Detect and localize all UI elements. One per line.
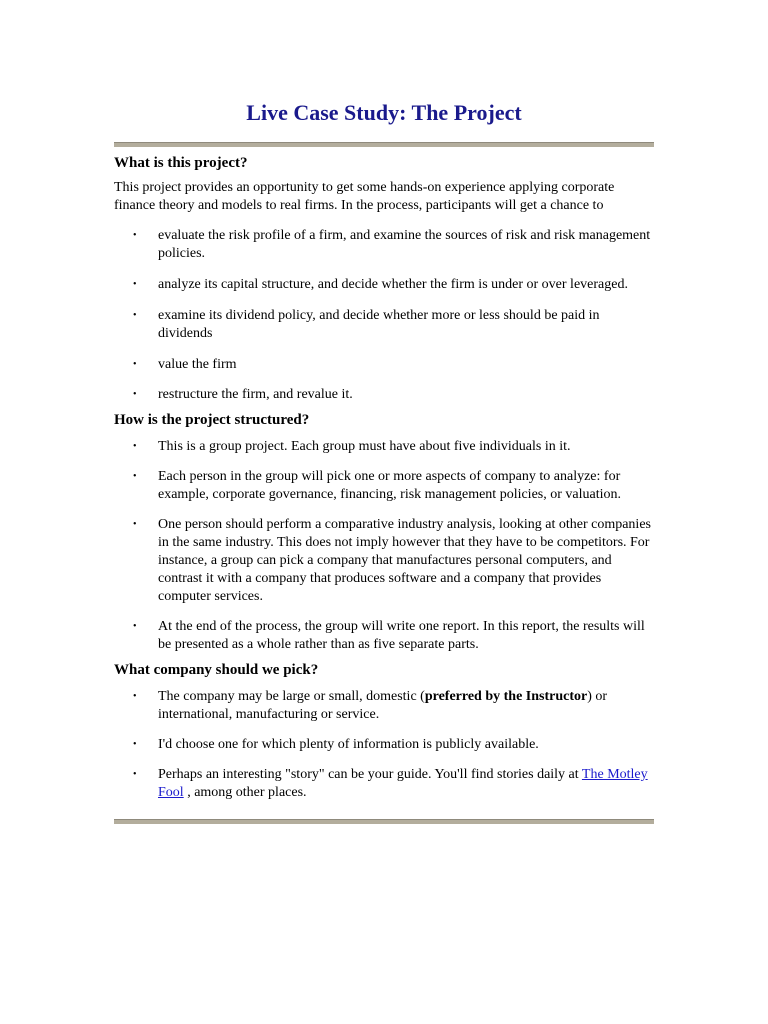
list-item: • Each person in the group will pick one or more aspects of company to analyze: for example, corporate governance, financing, risk management policies, or valuation. (133, 469, 621, 502)
section-heading-what: What is this project? (114, 155, 248, 171)
bullet-icon: • (133, 310, 137, 321)
list-item: • analyze its capital structure, and decide whether the firm is under or over leveraged. (133, 277, 628, 292)
list-item: • value the firm (133, 357, 237, 372)
document-content (114, 96, 654, 824)
bullet-icon: • (133, 471, 137, 482)
top-divider (114, 142, 654, 147)
list-item: • evaluate the risk profile of a firm, and examine the sources of risk and risk management policies. (133, 228, 651, 261)
list-item: • One person should perform a comparative industry analysis, looking at other companies in the same industry. This does not imply however that they have to be competitors. For instance, a group can pick a company that manufactures personal computers, and contrast it with a company that produces software and a company that provides computer services. (133, 517, 651, 604)
bullet-icon: • (133, 739, 137, 750)
motley-fool-link[interactable]: The Motley Fool (158, 767, 648, 800)
bullet-icon: • (133, 519, 137, 530)
page-title: Live Case Study: The Project (246, 100, 522, 125)
bullet-list-company (114, 688, 654, 802)
bullet-icon: • (133, 230, 137, 241)
bullet-icon: • (133, 389, 137, 400)
list-item: • At the end of the process, the group will write one report. In this report, the results will be presented as a whole rather than as five separate parts. (133, 619, 645, 652)
bullet-icon: • (133, 441, 137, 452)
list-item: • This is a group project. Each group must have about five individuals in it. (133, 439, 571, 454)
section-intro: This project provides an opportunity to get some hands-on experience applying corporate finance theory and models to real firms. In the process, participants will get a chance to (114, 180, 615, 213)
list-item: • examine its dividend policy, and decide whether more or less should be paid in dividends (133, 308, 600, 341)
bottom-divider (114, 819, 654, 824)
bullet-icon: • (133, 691, 137, 702)
section-heading-company: What company should we pick? (114, 662, 319, 678)
bullet-icon: • (133, 769, 137, 780)
list-item: • restructure the firm, and revalue it. (133, 387, 353, 402)
section-heading-structure: How is the project structured? (114, 412, 310, 428)
bullet-list-goals (114, 227, 654, 404)
bullet-icon: • (133, 279, 137, 290)
list-item: • The company may be large or small, domestic (preferred by the Instructor) or international, manufacturing or service. (133, 689, 608, 722)
list-item: • Perhaps an interesting "story" can be your guide. You'll find stories daily at The Motley Fool , among other places. (133, 767, 648, 800)
bullet-list-structure (114, 438, 654, 654)
emphasis-text: preferred by the Instructor (424, 689, 588, 704)
list-item: • I'd choose one for which plenty of information is publicly available. (133, 737, 539, 752)
bullet-icon: • (133, 359, 137, 370)
bullet-icon: • (133, 621, 137, 632)
